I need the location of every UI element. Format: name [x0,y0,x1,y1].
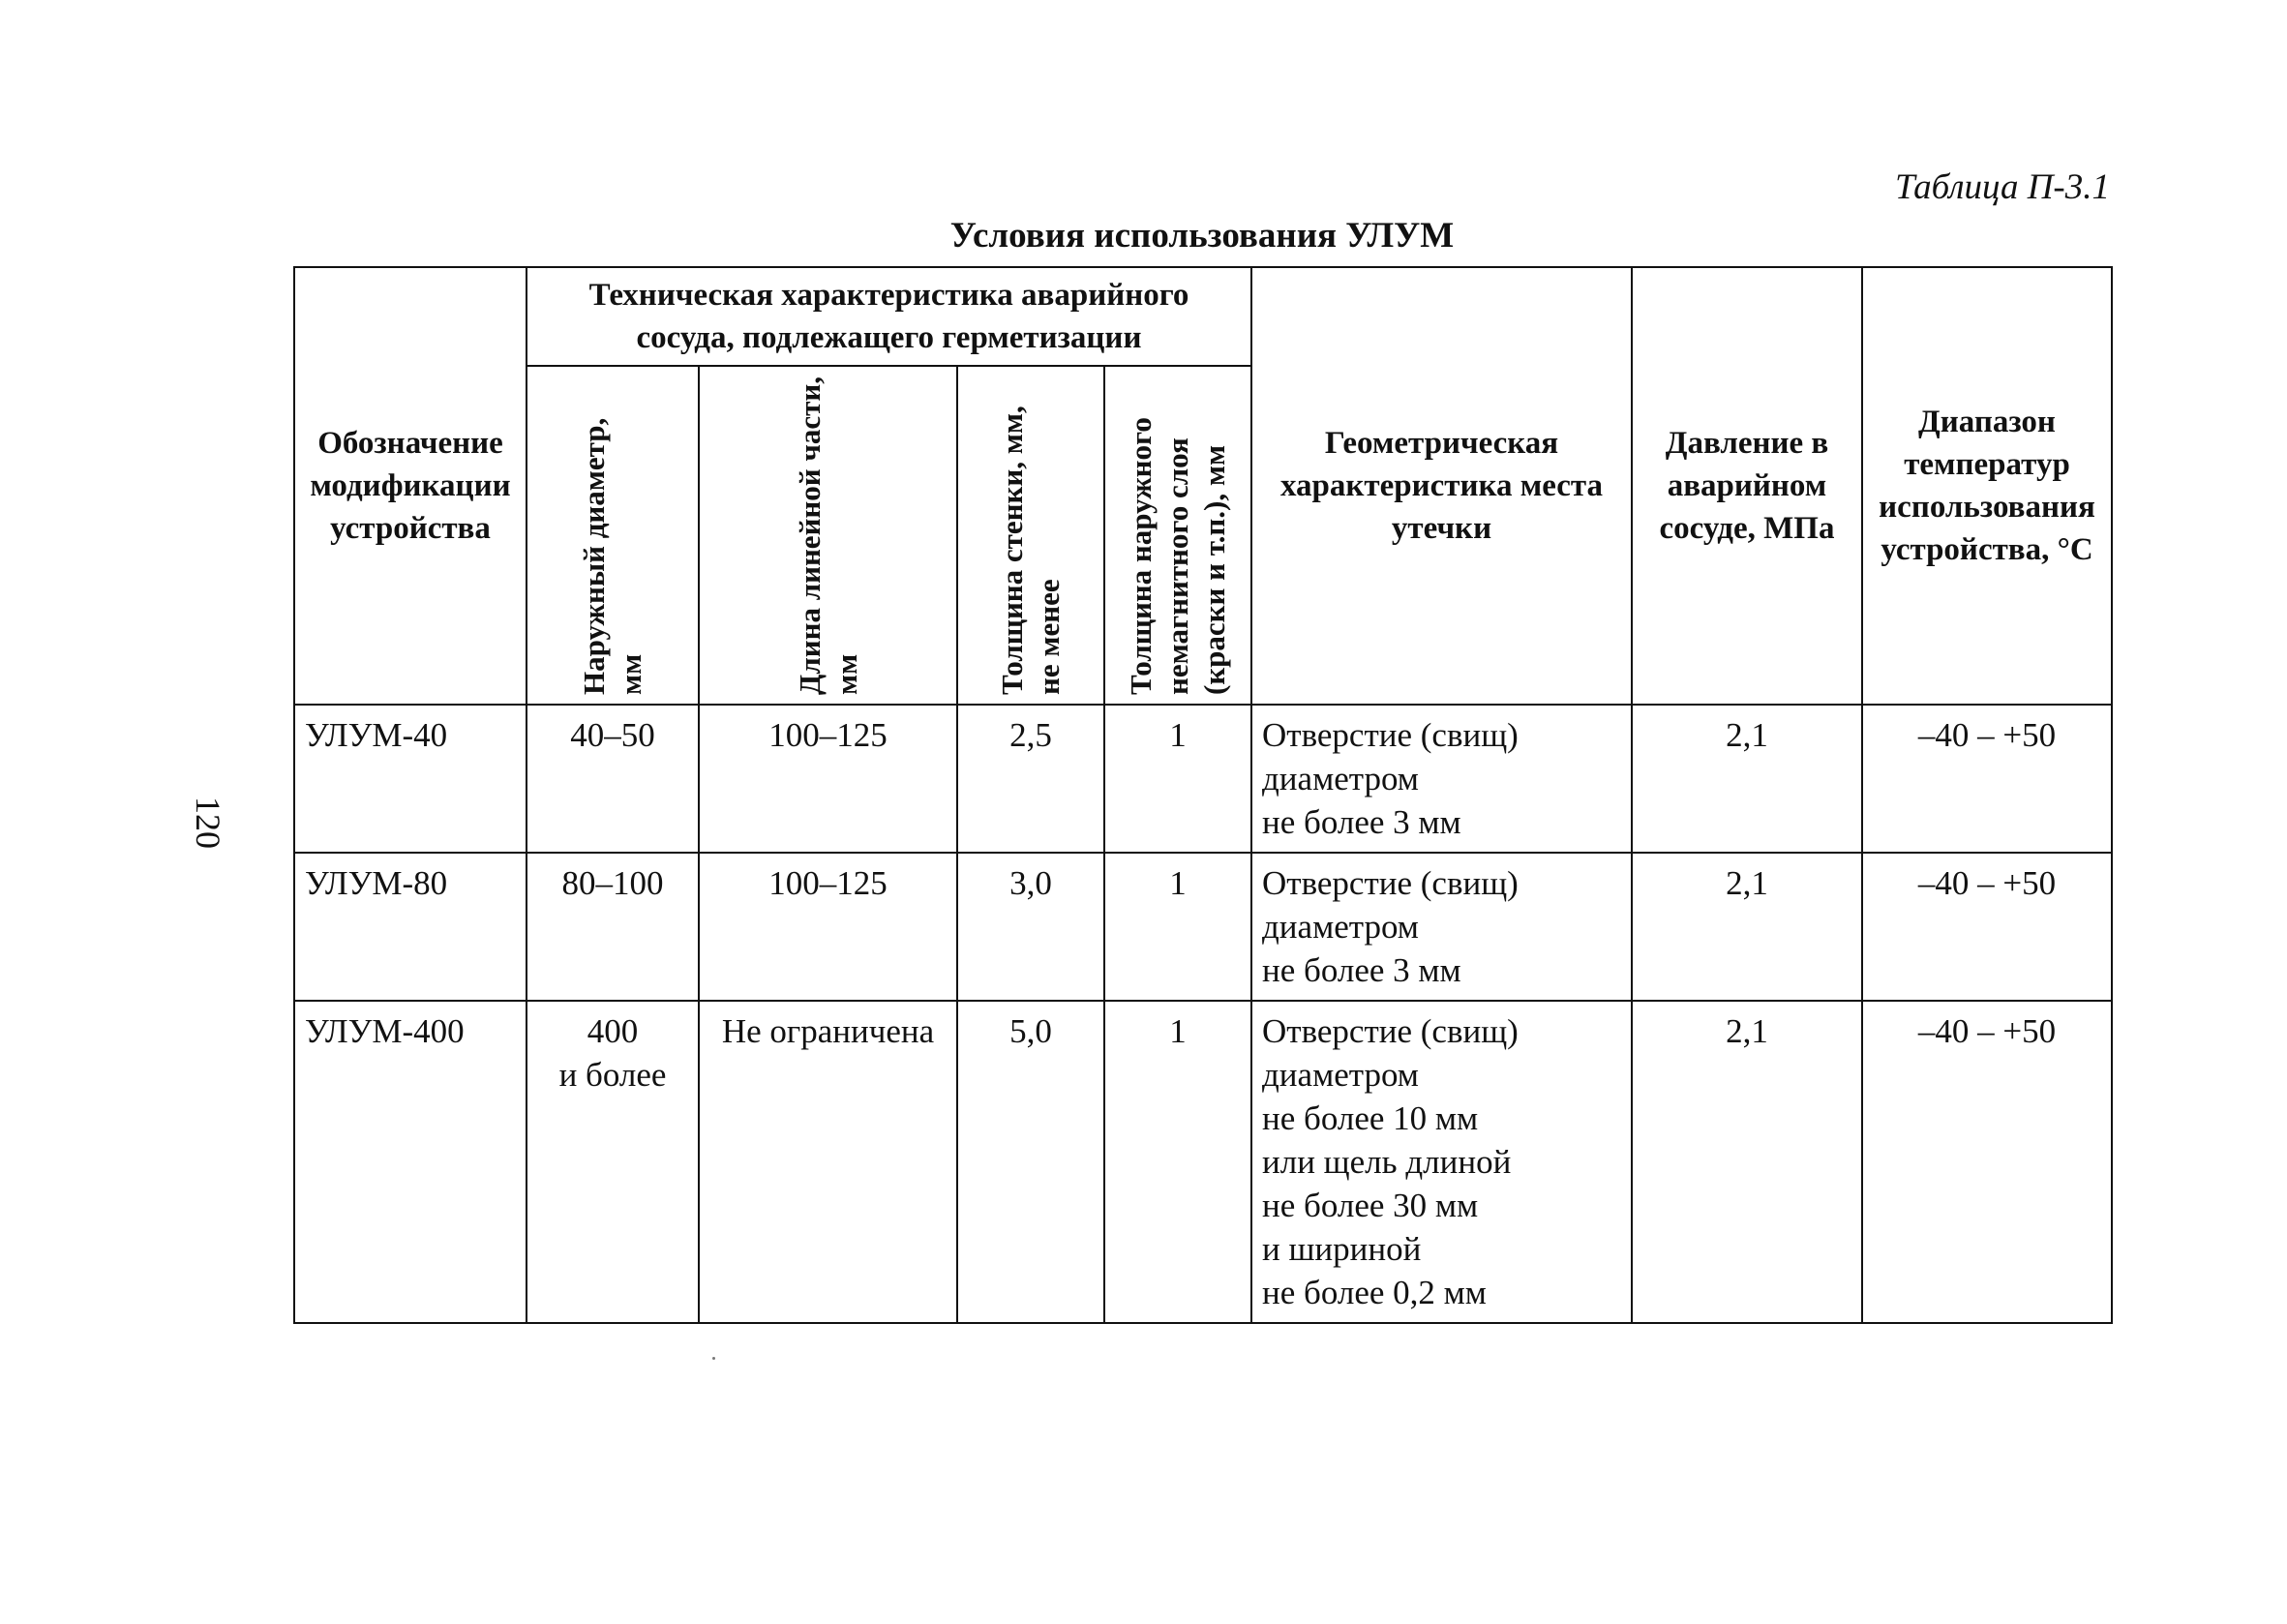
geometry-line: не более 30 мм [1262,1187,1479,1224]
outer-diameter-line: и более [558,1056,667,1094]
header-wall-thickness [957,366,1104,705]
geometry-line: Отверстие (свищ) [1262,864,1519,902]
cell-geometry [1251,853,1632,1001]
table-row [294,1001,2112,1323]
cell-designation: УЛУМ-40 [294,705,527,853]
cell-linear-length: 100–125 [699,853,957,1001]
geometry-line: диаметром [1262,760,1419,797]
table-label: Таблица П-3.1 [1894,167,2110,207]
table-row [294,853,2112,1001]
cell-wall-thickness: 3,0 [957,853,1104,1001]
cell-geometry [1251,705,1632,853]
cell-coating-thickness: 1 [1104,1001,1251,1323]
cell-outer-diameter [527,1001,699,1323]
header-coating-thickness [1104,366,1251,705]
geometry-line: не более 3 мм [1262,803,1461,841]
cell-wall-thickness: 2,5 [957,705,1104,853]
header-group: Техническая характеристика аварийного сосуда, подлежащего герметизации [527,267,1251,366]
cell-pressure: 2,1 [1632,853,1862,1001]
table-row [294,705,2112,853]
cell-outer-diameter: 40–50 [527,705,699,853]
geometry-line: не более 10 мм [1262,1099,1479,1137]
cell-wall-thickness: 5,0 [957,1001,1104,1323]
header-designation: Обозначение модификации устройства [294,267,527,705]
header-linear-length [699,366,957,705]
geometry-line: диаметром [1262,1056,1419,1094]
cell-temperature: –40 – +50 [1862,1001,2112,1323]
cell-pressure: 2,1 [1632,1001,1862,1323]
table-title: Условия использования УЛУМ [949,216,1455,256]
header-pressure: Давление в аварийном сосуде, МПа [1632,267,1862,705]
scan-speck [712,1357,715,1360]
header-wall-thickness-text: Толщина стенки, мм, не менее [995,406,1066,695]
cell-pressure: 2,1 [1632,705,1862,853]
header-geometry: Геометрическая характеристика места утечки [1251,267,1632,705]
conditions-table [293,266,2113,1324]
cell-temperature: –40 – +50 [1862,705,2112,853]
geometry-line: Отверстие (свищ) [1262,1012,1519,1050]
header-outer-diameter-text: Наружный диаметр, мм [577,417,647,695]
geometry-line: Отверстие (свищ) [1262,716,1519,754]
header-temperature: Диапазон температур использования устройства, °С [1862,267,2112,705]
cell-designation: УЛУМ-400 [294,1001,527,1323]
geometry-line: не более 0,2 мм [1262,1274,1487,1311]
cell-designation: УЛУМ-80 [294,853,527,1001]
geometry-line: или щель длиной [1262,1143,1512,1181]
cell-outer-diameter: 80–100 [527,853,699,1001]
header-coating-thickness-text: Толщина наружного немагнитного слоя (краски и т.п.), мм [1124,417,1231,695]
header-outer-diameter [527,366,699,705]
cell-linear-length: 100–125 [699,705,957,853]
cell-coating-thickness: 1 [1104,705,1251,853]
geometry-line: диаметром [1262,908,1419,946]
cell-coating-thickness: 1 [1104,853,1251,1001]
cell-temperature: –40 – +50 [1862,853,2112,1001]
geometry-line: не более 3 мм [1262,951,1461,989]
cell-geometry [1251,1001,1632,1323]
header-linear-length-text: Длина линейной части, мм [792,376,863,695]
geometry-line: и шириной [1262,1230,1422,1268]
header-row-1 [294,267,2112,366]
cell-linear-length: Не ограничена [699,1001,957,1323]
page-number: 120 [189,797,227,849]
outer-diameter-line: 400 [587,1012,639,1050]
